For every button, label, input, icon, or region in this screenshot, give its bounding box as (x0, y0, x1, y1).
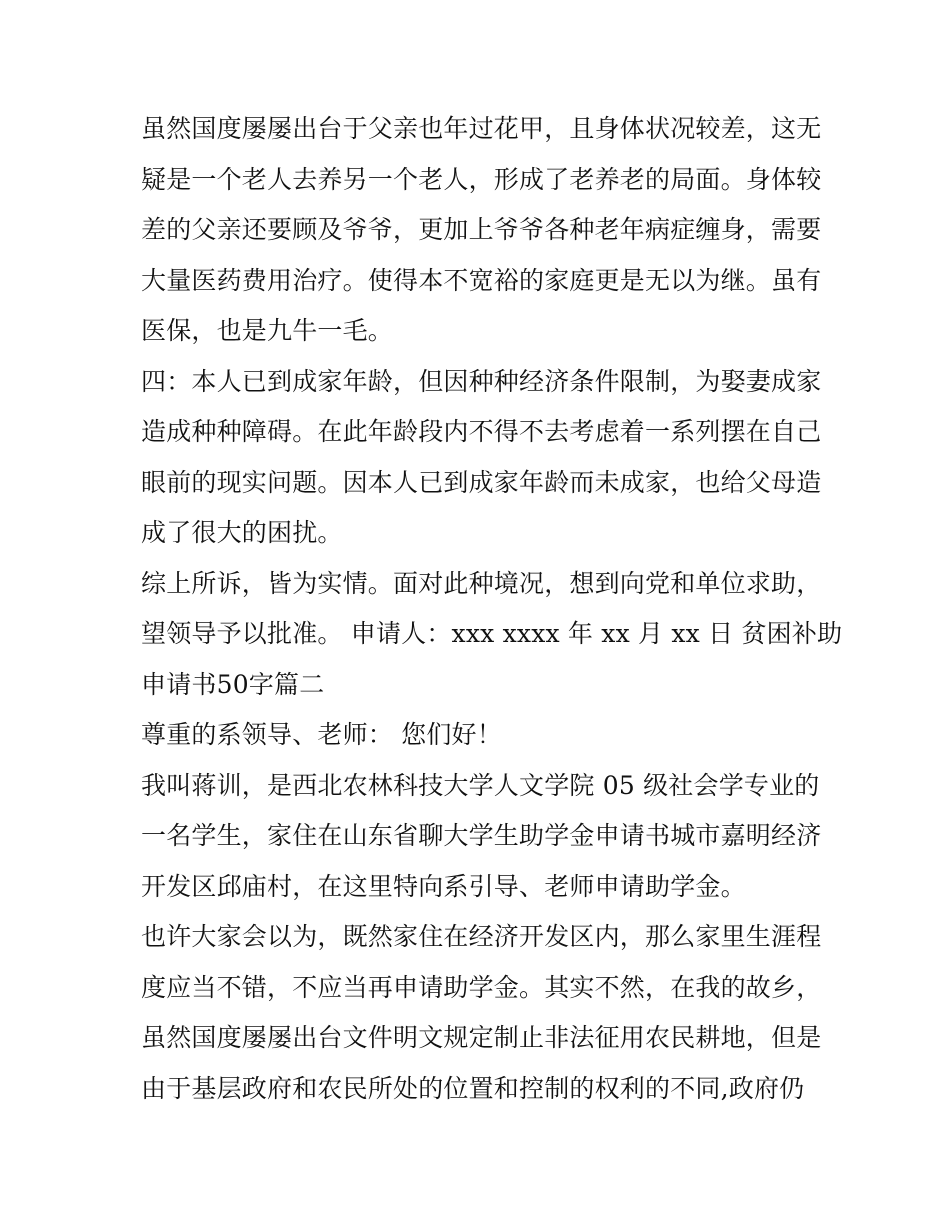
section-title-line: 申请书50字篇二 (141, 669, 325, 699)
text-line: 医保，也是九牛一毛。 (141, 316, 394, 345)
text-line: 造成种种障碍。在此年龄段内不得不去考虑着一系列摆在自己 (141, 417, 822, 446)
section-four-heading-line: 四：本人已到成家年龄，但因种种经济条件限制，为娶妻成家 (141, 366, 822, 396)
text-line: 也许大家会以为，既然家住在经济开发区内，那么家里生涯程 (141, 922, 822, 951)
salutation-line: 尊重的系领导、老师： 您们好！ (141, 720, 502, 749)
signature-line: 望领导予以批准。 申请人：xxx xxxx 年 xx 月 xx 日 贫困补助 (141, 619, 843, 648)
text-line: 疑是一个老人去养另一个老人，形成了老养老的局面。身体较 (141, 164, 822, 194)
text-line: 我叫蒋训，是西北农林科技大学人文学院 05 级社会学专业的 (141, 770, 820, 800)
text-line: 成了很大的困扰。 (141, 518, 343, 547)
text-line: 度应当不错，不应当再申请助学金。其实不然，在我的故乡， (141, 972, 822, 1002)
conclusion-line: 综上所诉，皆为实情。面对此种境况，想到向党和单位求助， (141, 568, 822, 598)
text-line: 差的父亲还要顾及爷爷，更加上爷爷各种老年病症缠身，需要 (141, 215, 822, 244)
text-line: 眼前的现实问题。因本人已到成家年龄而未成家，也给父母造 (141, 467, 822, 497)
document-body (141, 104, 843, 1114)
text-line: 大量医药费用治疗。使得本不宽裕的家庭更是无以为继。虽有 (141, 265, 822, 295)
text-line: 开发区邱庙村，在这里特向系引导、老师申请助学金。 (141, 871, 746, 901)
text-line: 由于基层政府和农民所处的位置和控制的权利的不同,政府仍 (141, 1073, 805, 1103)
text-line: 虽然国度屡屡出台于父亲也年过花甲，且身体状况较差，这无 (141, 114, 822, 143)
text-line: 一名学生，家住在山东省聊大学生助学金申请书城市嘉明经济 (141, 821, 822, 850)
text-line: 虽然国度屡屡出台文件明文规定制止非法征用农民耕地，但是 (141, 1023, 822, 1052)
